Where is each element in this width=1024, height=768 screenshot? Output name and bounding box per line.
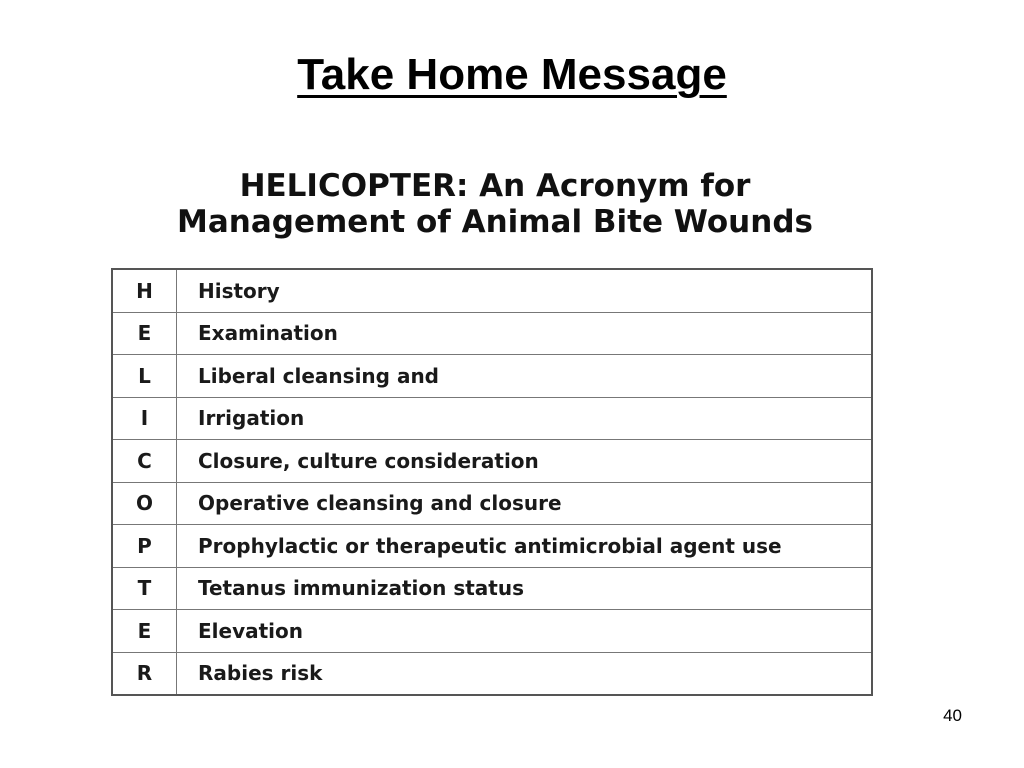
- letter-cell: C: [112, 440, 177, 483]
- meaning-cell: Elevation: [177, 610, 873, 653]
- letter-cell: T: [112, 567, 177, 610]
- letter-cell: R: [112, 652, 177, 695]
- page-number: 40: [943, 706, 962, 725]
- meaning-cell: History: [177, 269, 873, 312]
- acronym-table: [111, 268, 873, 696]
- letter-cell: I: [112, 397, 177, 440]
- meaning-cell: Rabies risk: [177, 652, 873, 695]
- figure-heading: [100, 168, 890, 240]
- meaning-cell: Closure, culture consideration: [177, 440, 873, 483]
- table-row: [112, 567, 872, 610]
- table-row: [112, 397, 872, 440]
- letter-cell: E: [112, 312, 177, 355]
- table-row: [112, 355, 872, 398]
- table-row: [112, 312, 872, 355]
- table-row: [112, 269, 872, 312]
- figure-heading-line-1: HELICOPTER: An Acronym for: [239, 168, 751, 204]
- table-row: [112, 440, 872, 483]
- meaning-cell: Liberal cleansing and: [177, 355, 873, 398]
- letter-cell: H: [112, 269, 177, 312]
- letter-cell: O: [112, 482, 177, 525]
- meaning-cell: Examination: [177, 312, 873, 355]
- letter-cell: E: [112, 610, 177, 653]
- table-row: [112, 652, 872, 695]
- slide-title: [0, 46, 1024, 104]
- figure-heading-line-2: Management of Animal Bite Wounds: [177, 204, 813, 240]
- meaning-cell: Prophylactic or therapeutic antimicrobial agent use: [177, 525, 873, 568]
- slide-title-text: Take Home Message: [297, 50, 727, 99]
- letter-cell: P: [112, 525, 177, 568]
- letter-cell: L: [112, 355, 177, 398]
- table-row: [112, 610, 872, 653]
- table-row: [112, 482, 872, 525]
- table-row: [112, 525, 872, 568]
- meaning-cell: Operative cleansing and closure: [177, 482, 873, 525]
- meaning-cell: Irrigation: [177, 397, 873, 440]
- meaning-cell: Tetanus immunization status: [177, 567, 873, 610]
